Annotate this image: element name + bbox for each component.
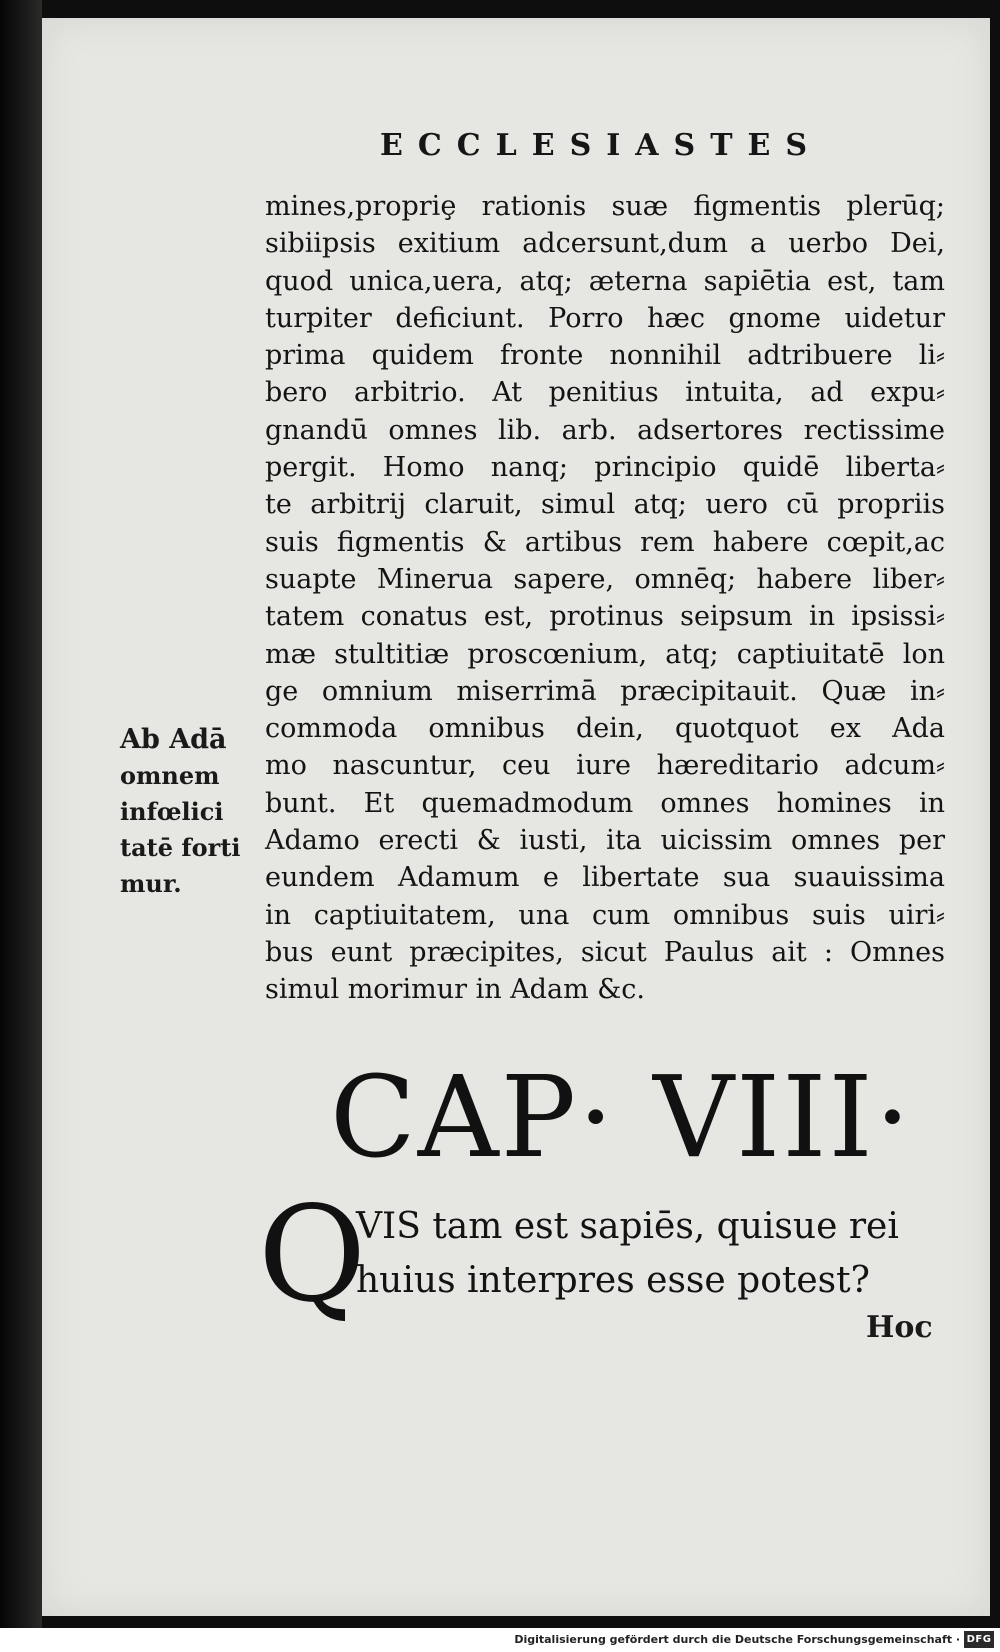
text-line: turpiter deficiunt. Porro hæc gnome uidetur xyxy=(265,302,945,334)
text-line: bero arbitrio. At penitius intuita, ad expu⸗ xyxy=(265,377,945,409)
text-line: gnandū omnes lib. arb. adsertores rectissime xyxy=(265,414,945,446)
dfg-logo: DFG xyxy=(964,1631,994,1648)
text-line: pergit. Homo nanq; principio quidē liberta⸗ xyxy=(265,452,945,484)
chapter-heading: CAP· VIII· xyxy=(330,1053,913,1183)
text-line: suapte Minerua sapere, omnēq; habere liber⸗ xyxy=(265,563,945,595)
scan-edge xyxy=(0,0,42,1652)
text-line: tatem conatus est, protinus seipsum in ipsissi⸗ xyxy=(265,601,945,633)
text-line: quod unica,uera, atq; æterna sapiētia est, tam xyxy=(265,265,945,297)
text-line: mines,propriȩ rationis suæ figmentis plerūq; xyxy=(265,191,945,222)
funding-credit: Digitalisierung gefördert durch die Deutsche Forschungsgemeinschaft · xyxy=(514,1633,960,1646)
marginal-line: Ab Adā xyxy=(120,724,227,755)
marginal-line: infœlici xyxy=(120,797,224,826)
text-line: te arbitrij claruit, simul atq; uero cū propriis xyxy=(265,489,945,521)
text-line: prima quidem fronte nonnihil adtribuere li⸗ xyxy=(265,340,945,372)
text-line: sibiipsis exitium adcersunt,dum a uerbo Dei, xyxy=(265,228,945,260)
chapter-opening xyxy=(356,1200,936,1308)
text-line: eundem Adamum e libertate sua suauissima xyxy=(265,862,945,894)
text-line: mæ stultitiæ proscœnium, atq; captiuitatē lon xyxy=(265,638,945,670)
marginal-line: omnem xyxy=(120,761,220,790)
text-line: mo nascuntur, ceu iure hæreditario adcum⸗ xyxy=(265,750,945,782)
text-line: commoda omnibus dein, quotquot ex Ada xyxy=(265,713,945,745)
marginal-line: mur. xyxy=(120,869,182,898)
text-line: bus eunt præcipites, sicut Paulus ait : Omnes xyxy=(265,936,945,968)
drop-cap: Q xyxy=(258,1178,367,1332)
text-line: Adamo erecti & iusti, ita uicissim omnes per xyxy=(265,825,945,857)
text-line: suis figmentis & artibus rem habere cœpit,ac xyxy=(265,526,945,558)
text-line: simul morimur in Adam &c. xyxy=(265,974,645,1006)
text-line: bunt. Et quemadmodum omnes homines in xyxy=(265,787,945,819)
opening-line: VIS tam est sapiēs, quisue rei xyxy=(356,1206,899,1247)
text-line: ge omnium miserrimā præcipitauit. Quæ in⸗ xyxy=(265,675,945,707)
text-line: in captiuitatem, una cum omnibus suis uiri⸗ xyxy=(265,899,945,931)
marginal-note xyxy=(120,722,260,902)
catchword: Hoc xyxy=(866,1310,933,1345)
body-text xyxy=(265,188,945,1009)
running-head: ECCLESIASTES xyxy=(380,128,823,163)
footer-bar xyxy=(0,1628,1000,1652)
marginal-line: tatē forti xyxy=(120,833,241,862)
opening-line: huius interpres esse potest? xyxy=(356,1260,870,1301)
